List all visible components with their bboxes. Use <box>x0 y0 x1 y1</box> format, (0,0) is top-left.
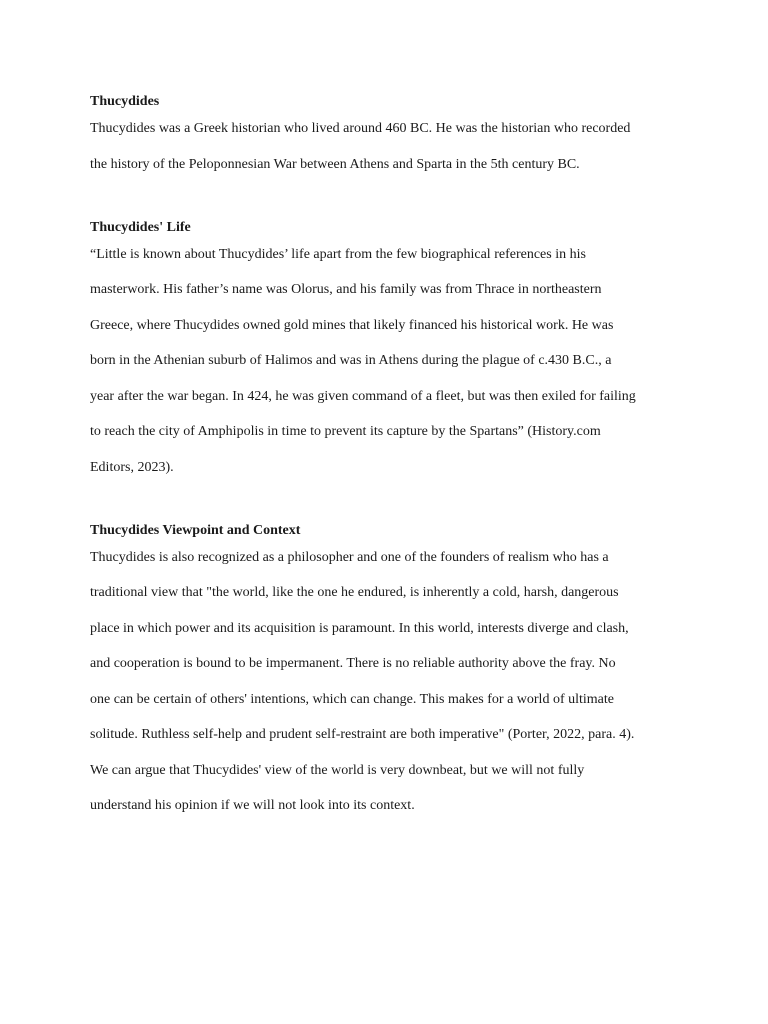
paragraph-line: one can be certain of others' intentions, which can change. This makes for a world of ultimate <box>90 691 614 707</box>
section-paragraph <box>90 245 690 478</box>
section-thucydides <box>90 92 690 175</box>
paragraph-line: Thucydides is also recognized as a philosopher and one of the founders of realism who has a <box>90 549 609 565</box>
section-heading: Thucydides' Life <box>90 219 191 235</box>
paragraph-line: Editors, 2023). <box>90 459 174 475</box>
paragraph-line: place in which power and its acquisition is paramount. In this world, interests diverge and clash, <box>90 620 629 636</box>
document-body <box>90 92 690 816</box>
section-thucydides-life <box>90 218 690 478</box>
paragraph-line: “Little is known about Thucydides’ life apart from the few biographical references in his <box>90 246 586 262</box>
paragraph-line: Greece, where Thucydides owned gold mines that likely financed his historical work. He was <box>90 317 614 333</box>
section-heading: Thucydides <box>90 94 160 109</box>
paragraph-line: solitude. Ruthless self-help and prudent self-restraint are both imperative" (Porter, 2022, para. 4). <box>90 727 635 742</box>
paragraph-line: Thucydides was a Greek historian who lived around 460 BC. He was the historian who recorded <box>90 121 631 136</box>
section-heading: Thucydides Viewpoint and Context <box>90 522 301 538</box>
paragraph-line: and cooperation is bound to be impermanent. There is no reliable authority above the fray. No <box>90 656 616 671</box>
paragraph-line: We can argue that Thucydides' view of the world is very downbeat, but we will not fully <box>90 762 585 778</box>
paragraph-line: the history of the Peloponnesian War between Athens and Sparta in the 5th century BC. <box>90 156 580 172</box>
paragraph-line: born in the Athenian suburb of Halimos and was in Athens during the plague of c.430 B.C., a <box>90 353 612 368</box>
paragraph-line: year after the war began. In 424, he was given command of a fleet, but was then exiled for failing <box>90 388 636 404</box>
paragraph-line: traditional view that "the world, like the one he endured, is inherently a cold, harsh, dangerous <box>90 585 619 600</box>
section-viewpoint-context <box>90 521 690 817</box>
section-paragraph <box>90 548 690 817</box>
paragraph-line: to reach the city of Amphipolis in time to prevent its capture by the Spartans” (History.com <box>90 424 601 439</box>
section-paragraph <box>90 119 690 175</box>
paragraph-line: masterwork. His father’s name was Olorus, and his family was from Thrace in northeastern <box>90 282 602 297</box>
paragraph-line: understand his opinion if we will not look into its context. <box>90 798 415 813</box>
